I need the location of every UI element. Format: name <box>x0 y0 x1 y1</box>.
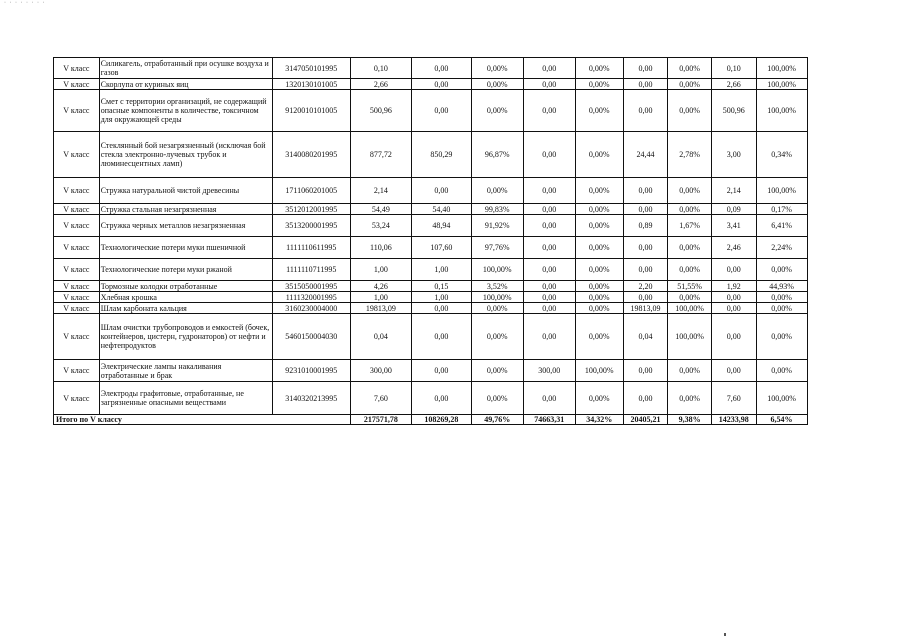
fkko-code-cell: 9120010101005 <box>272 90 350 132</box>
value-cell: 19813,09 <box>623 303 668 314</box>
value-cell: 0,00 <box>623 79 668 90</box>
value-cell: 2,24% <box>756 237 807 259</box>
value-cell: 7,60 <box>711 382 756 415</box>
value-cell: 1,00 <box>350 292 412 303</box>
value-cell: 0,00 <box>412 58 472 79</box>
value-cell: 877,72 <box>350 132 412 178</box>
waste-name-cell: Шлам очистки трубопроводов и емкостей (бочек, контейнеров, цистерн, гудронаторов) от нефти и нефтепродуктов <box>99 314 272 360</box>
waste-name-cell: Электроды графитовые, отработанные, не загрязненные опасными веществами <box>99 382 272 415</box>
waste-name-cell: Технологические потери муки пшеничной <box>99 237 272 259</box>
value-cell: 0,00 <box>412 382 472 415</box>
value-cell: 1,00 <box>412 292 472 303</box>
class-cell: V класс <box>54 237 100 259</box>
class-cell: V класс <box>54 292 100 303</box>
value-cell: 0,00% <box>575 292 623 303</box>
value-cell: 0,00% <box>471 58 523 79</box>
total-label: Итого по V классу <box>54 415 351 425</box>
fkko-code-cell: 1711060201005 <box>272 178 350 204</box>
value-cell: 0,00 <box>523 58 575 79</box>
value-cell: 0,00% <box>668 360 712 382</box>
value-cell: 2,14 <box>711 178 756 204</box>
value-cell: 0,00% <box>575 215 623 237</box>
fkko-code-cell: 1111320001995 <box>272 292 350 303</box>
value-cell: 0,00% <box>756 259 807 281</box>
value-cell: 0,00 <box>523 90 575 132</box>
waste-name-cell: Технологические потери муки ржаной <box>99 259 272 281</box>
fkko-code-cell: 1320130101005 <box>272 79 350 90</box>
value-cell: 99,83% <box>471 204 523 215</box>
value-cell: 2,66 <box>711 79 756 90</box>
value-cell: 0,10 <box>711 58 756 79</box>
value-cell: 0,00% <box>575 237 623 259</box>
table-row <box>54 90 848 132</box>
fkko-code-cell: 1111110711995 <box>272 259 350 281</box>
waste-name-cell: Скорлупа от куриных яиц <box>99 79 272 90</box>
table-row <box>54 79 848 90</box>
value-cell: 100,00% <box>575 360 623 382</box>
class-cell: V класс <box>54 314 100 360</box>
value-cell: 500,96 <box>350 90 412 132</box>
value-cell: 0,15 <box>412 281 472 292</box>
value-cell: 0,00 <box>523 178 575 204</box>
value-cell: 0,00% <box>471 79 523 90</box>
value-cell: 0,00 <box>523 292 575 303</box>
table-row <box>54 237 848 259</box>
value-cell: 54,49 <box>350 204 412 215</box>
total-value-cell: 34,32% <box>575 415 623 425</box>
value-cell: 1,67% <box>668 215 712 237</box>
value-cell: 0,00 <box>412 178 472 204</box>
fkko-code-cell: 3515050001995 <box>272 281 350 292</box>
value-cell: 100,00% <box>471 292 523 303</box>
total-value-cell: 14233,98 <box>711 415 756 425</box>
value-cell: 0,00% <box>668 382 712 415</box>
value-cell: 0,00% <box>756 314 807 360</box>
value-cell: 3,52% <box>471 281 523 292</box>
value-cell: 0,00% <box>471 314 523 360</box>
value-cell: 0,00 <box>523 281 575 292</box>
value-cell: 0,34% <box>756 132 807 178</box>
total-value-cell: 9,38% <box>668 415 712 425</box>
waste-name-cell: Силикагель, отработанный при осушке воздуха и газов <box>99 58 272 79</box>
value-cell: 0,00% <box>668 204 712 215</box>
value-cell: 0,00 <box>711 314 756 360</box>
value-cell: 0,00 <box>523 382 575 415</box>
value-cell: 0,00% <box>471 178 523 204</box>
class-cell: V класс <box>54 79 100 90</box>
value-cell: 0,00 <box>623 90 668 132</box>
value-cell: 0,00% <box>668 237 712 259</box>
value-cell: 4,26 <box>350 281 412 292</box>
value-cell: 100,00% <box>668 303 712 314</box>
value-cell: 19813,09 <box>350 303 412 314</box>
class-cell: V класс <box>54 382 100 415</box>
class-cell: V класс <box>54 303 100 314</box>
table-row <box>54 58 848 79</box>
value-cell: 0,00 <box>623 237 668 259</box>
fkko-code-cell: 3513200001995 <box>272 215 350 237</box>
value-cell: 3,41 <box>711 215 756 237</box>
value-cell: 0,00 <box>523 215 575 237</box>
value-cell: 0,00 <box>412 79 472 90</box>
value-cell: 2,46 <box>711 237 756 259</box>
value-cell: 97,76% <box>471 237 523 259</box>
value-cell: 1,92 <box>711 281 756 292</box>
class-cell: V класс <box>54 178 100 204</box>
value-cell: 100,00% <box>756 382 807 415</box>
value-cell: 7,60 <box>350 382 412 415</box>
table-body <box>54 58 848 425</box>
fkko-code-cell: 3160230004000 <box>272 303 350 314</box>
waste-name-cell: Смет с территории организаций, не содержащий опасные компоненты в количестве, токсичном для окружающей среды <box>99 90 272 132</box>
class-cell: V класс <box>54 281 100 292</box>
value-cell: 0,04 <box>350 314 412 360</box>
value-cell: 0,00% <box>668 178 712 204</box>
value-cell: 6,41% <box>756 215 807 237</box>
value-cell: 0,00% <box>575 90 623 132</box>
value-cell: 2,20 <box>623 281 668 292</box>
value-cell: 0,10 <box>350 58 412 79</box>
waste-name-cell: Стеклянный бой незагрязненный (исключая бой стекла электронно-лучевых трубок и люминесцентных ламп) <box>99 132 272 178</box>
waste-table <box>53 57 848 425</box>
value-cell: 0,00% <box>668 292 712 303</box>
value-cell: 0,00% <box>575 259 623 281</box>
value-cell: 0,00% <box>756 360 807 382</box>
value-cell: 100,00% <box>471 259 523 281</box>
waste-name-cell: Хлебная крошка <box>99 292 272 303</box>
class-cell: V класс <box>54 58 100 79</box>
value-cell: 0,00% <box>756 303 807 314</box>
value-cell: 0,00 <box>623 58 668 79</box>
value-cell: 3,00 <box>711 132 756 178</box>
value-cell: 0,00 <box>711 303 756 314</box>
value-cell: 0,17% <box>756 204 807 215</box>
class-cell: V класс <box>54 259 100 281</box>
value-cell: 0,00 <box>523 79 575 90</box>
class-cell: V класс <box>54 204 100 215</box>
total-value-cell: 20405,21 <box>623 415 668 425</box>
value-cell: 91,92% <box>471 215 523 237</box>
value-cell: 44,93% <box>756 281 807 292</box>
value-cell: 110,06 <box>350 237 412 259</box>
value-cell: 24,44 <box>623 132 668 178</box>
table-row <box>54 382 848 415</box>
value-cell: 1,00 <box>412 259 472 281</box>
class-cell: V класс <box>54 215 100 237</box>
value-cell: 0,00 <box>523 303 575 314</box>
value-cell: 2,66 <box>350 79 412 90</box>
value-cell: 48,94 <box>412 215 472 237</box>
value-cell: 100,00% <box>756 178 807 204</box>
value-cell: 0,00 <box>412 303 472 314</box>
total-value-cell: 74663,31 <box>523 415 575 425</box>
value-cell: 0,00 <box>523 314 575 360</box>
value-cell: 0,00% <box>668 58 712 79</box>
value-cell: 0,00% <box>471 303 523 314</box>
value-cell: 0,00% <box>575 178 623 204</box>
value-cell: 0,00 <box>623 292 668 303</box>
value-cell: 0,00% <box>575 303 623 314</box>
value-cell: 0,00% <box>668 79 712 90</box>
value-cell: 100,00% <box>756 90 807 132</box>
table-row <box>54 360 848 382</box>
value-cell: 0,00% <box>575 58 623 79</box>
value-cell: 0,00% <box>575 132 623 178</box>
table-row <box>54 204 848 215</box>
fkko-code-cell: 3140080201995 <box>272 132 350 178</box>
value-cell: 0,00 <box>412 314 472 360</box>
value-cell: 0,00% <box>575 382 623 415</box>
fkko-code-cell: 1111110611995 <box>272 237 350 259</box>
value-cell: 100,00% <box>756 58 807 79</box>
table-row <box>54 292 848 303</box>
fkko-code-cell: 3512012001995 <box>272 204 350 215</box>
value-cell: 0,00 <box>711 292 756 303</box>
value-cell: 2,78% <box>668 132 712 178</box>
value-cell: 0,89 <box>623 215 668 237</box>
value-cell: 850,29 <box>412 132 472 178</box>
value-cell: 0,00 <box>623 178 668 204</box>
value-cell: 0,00% <box>756 292 807 303</box>
waste-name-cell: Тормозные колодки отработанные <box>99 281 272 292</box>
page-corner-mark: · · · · · · · · <box>4 0 46 6</box>
fkko-code-cell: 9231010001995 <box>272 360 350 382</box>
value-cell: 300,00 <box>350 360 412 382</box>
value-cell: 0,00% <box>575 79 623 90</box>
value-cell: 0,00% <box>668 90 712 132</box>
value-cell: 0,00 <box>523 132 575 178</box>
value-cell: 2,14 <box>350 178 412 204</box>
value-cell: 0,09 <box>711 204 756 215</box>
total-value-cell: 108269,28 <box>412 415 472 425</box>
value-cell: 0,00 <box>711 259 756 281</box>
waste-name-cell: Шлам карбоната кальция <box>99 303 272 314</box>
waste-name-cell: Стружка натуральной чистой древесины <box>99 178 272 204</box>
total-value-cell: 49,76% <box>471 415 523 425</box>
value-cell: 0,00% <box>575 204 623 215</box>
table-row <box>54 132 848 178</box>
value-cell: 53,24 <box>350 215 412 237</box>
value-cell: 0,00% <box>668 259 712 281</box>
fkko-code-cell: 5460150004030 <box>272 314 350 360</box>
value-cell: 0,00 <box>412 90 472 132</box>
value-cell: 107,60 <box>412 237 472 259</box>
value-cell: 0,00 <box>623 360 668 382</box>
value-cell: 100,00% <box>668 314 712 360</box>
value-cell: 0,00 <box>711 360 756 382</box>
value-cell: 0,00% <box>471 360 523 382</box>
fkko-code-cell: 3140320213995 <box>272 382 350 415</box>
value-cell: 54,40 <box>412 204 472 215</box>
value-cell: 0,00 <box>523 204 575 215</box>
value-cell: 51,55% <box>668 281 712 292</box>
value-cell: 300,00 <box>523 360 575 382</box>
value-cell: 0,00% <box>471 90 523 132</box>
total-value-cell: 217571,78 <box>350 415 412 425</box>
waste-name-cell: Стружка черных металлов незагрязненная <box>99 215 272 237</box>
value-cell: 0,00% <box>575 314 623 360</box>
waste-name-cell: Электрические лампы накаливания отработанные и брак <box>99 360 272 382</box>
value-cell: 0,00 <box>623 204 668 215</box>
table-row <box>54 215 848 237</box>
total-value-cell: 6,54% <box>756 415 807 425</box>
table-row <box>54 303 848 314</box>
waste-name-cell: Стружка стальная незагрязненная <box>99 204 272 215</box>
class-cell: V класс <box>54 90 100 132</box>
table-row <box>54 178 848 204</box>
table-row <box>54 314 848 360</box>
value-cell: 0,04 <box>623 314 668 360</box>
value-cell: 0,00 <box>623 382 668 415</box>
table-row <box>54 259 848 281</box>
value-cell: 0,00 <box>523 259 575 281</box>
class-cell: V класс <box>54 360 100 382</box>
value-cell: 0,00% <box>471 382 523 415</box>
value-cell: 0,00 <box>623 259 668 281</box>
value-cell: 1,00 <box>350 259 412 281</box>
value-cell: 100,00% <box>756 79 807 90</box>
value-cell: 0,00 <box>523 237 575 259</box>
fkko-code-cell: 3147050101995 <box>272 58 350 79</box>
value-cell: 0,00% <box>575 281 623 292</box>
value-cell: 0,00 <box>412 360 472 382</box>
table-row <box>54 281 848 292</box>
class-cell: V класс <box>54 132 100 178</box>
scan-mark <box>724 633 726 636</box>
value-cell: 96,87% <box>471 132 523 178</box>
value-cell: 500,96 <box>711 90 756 132</box>
total-row <box>54 415 848 425</box>
